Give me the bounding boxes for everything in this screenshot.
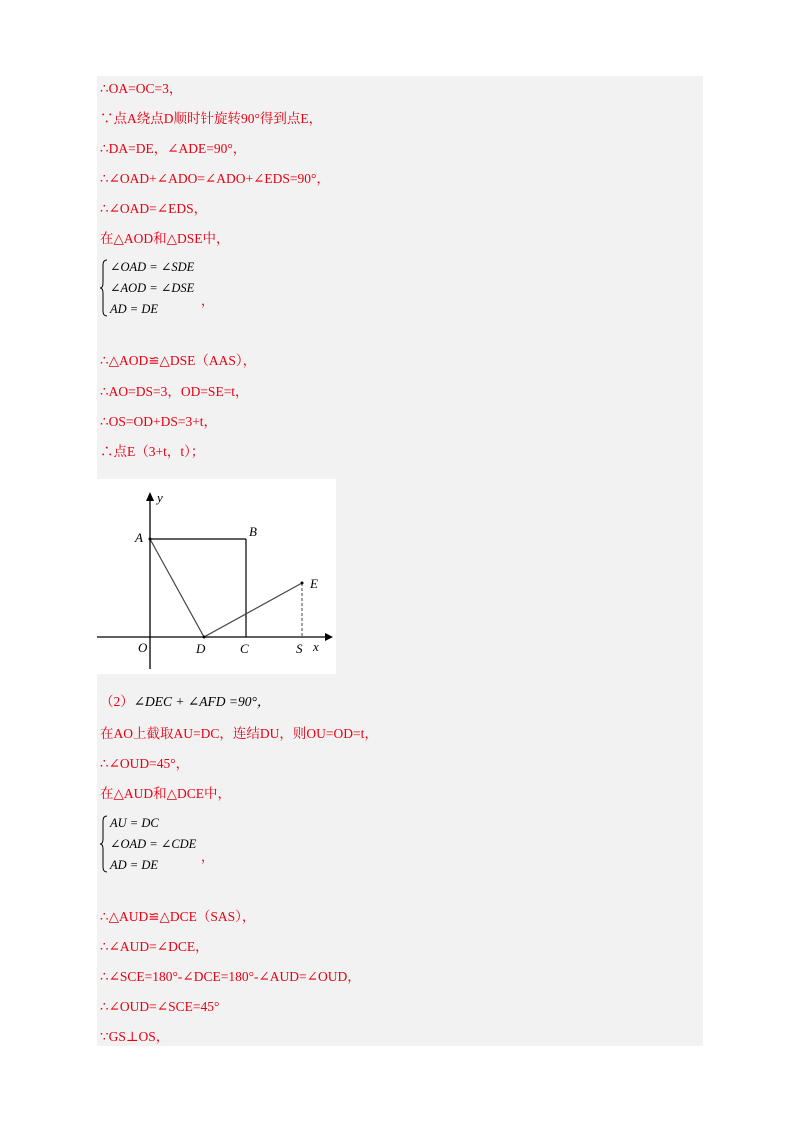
system-2-row-3: AD = DE <box>110 858 159 872</box>
geometry-diagram <box>97 479 336 674</box>
coordinate-figure <box>97 479 336 674</box>
label-B: B <box>249 524 257 539</box>
line-18: ∴∠OUD=∠SCE=45° <box>100 999 220 1014</box>
line-11 <box>100 693 270 711</box>
part-2-label: （2） <box>100 694 134 709</box>
point-D <box>203 636 206 639</box>
line-7: ∴△AOD≌△DSE（AAS）， <box>100 353 257 368</box>
y-axis-arrow-icon <box>146 492 154 501</box>
label-y: y <box>157 490 163 505</box>
part-2-formula: ∠DEC + ∠AFD =90°， <box>133 694 271 709</box>
label-x: x <box>313 639 319 654</box>
line-17: ∴∠SCE=180°-∠DCE=180°-∠AUD=∠OUD， <box>100 969 361 984</box>
system-1-row-2: ∠AOD = ∠DSE <box>110 281 195 295</box>
point-E <box>301 582 304 585</box>
label-C: C <box>240 641 249 656</box>
line-4: ∴∠OAD+∠ADO=∠ADO+∠EDS=90°， <box>100 171 330 186</box>
line-16: ∴∠AUD=∠DCE， <box>100 939 209 954</box>
label-O: O <box>138 640 148 655</box>
line-1: ∴OA=OC=3， <box>100 81 183 96</box>
line-19: ∵GS⊥OS， <box>100 1029 170 1044</box>
system-2-row-2: ∠OAD = ∠CDE <box>110 837 197 851</box>
line-10: ∴点E（3+t，t）； <box>100 444 205 459</box>
line-13: ∴∠OUD=45°， <box>100 756 190 771</box>
segment-DE <box>204 583 302 637</box>
system-2-comma: ， <box>201 849 215 864</box>
system-1-row-1: ∠OAD = ∠SDE <box>110 260 195 274</box>
system-1-row-3: AD = DE <box>110 302 159 316</box>
system-1-comma: ， <box>201 293 215 308</box>
brace-icon <box>100 259 108 317</box>
label-D: D <box>196 641 206 656</box>
line-15: ∴△AUD≌△DCE（SAS）， <box>100 909 256 924</box>
label-E: E <box>310 576 318 591</box>
line-5: ∴∠OAD=∠EDS， <box>100 201 208 216</box>
line-8: ∴AO=DS=3，OD=SE=t， <box>100 384 249 399</box>
system-2-row-1: AU = DC <box>110 816 159 830</box>
line-9: ∴OS=OD+DS=3+t， <box>100 414 218 429</box>
line-2: ∵点A绕点D顺时针旋转90°得到点E， <box>100 111 323 126</box>
line-3: ∴DA=DE，∠ADE=90°， <box>100 141 247 156</box>
line-6: 在△AOD和△DSE中， <box>100 231 230 246</box>
label-S: S <box>296 641 303 656</box>
x-axis-arrow-icon <box>325 633 333 641</box>
label-A: A <box>135 530 143 545</box>
line-14: 在△AUD和△DCE中， <box>100 786 232 801</box>
line-12: 在AO上截取AU=DC，连结DU，则OU=OD=t， <box>100 726 378 741</box>
segment-AD <box>150 539 204 637</box>
point-A <box>149 538 152 541</box>
brace-icon <box>100 815 108 873</box>
